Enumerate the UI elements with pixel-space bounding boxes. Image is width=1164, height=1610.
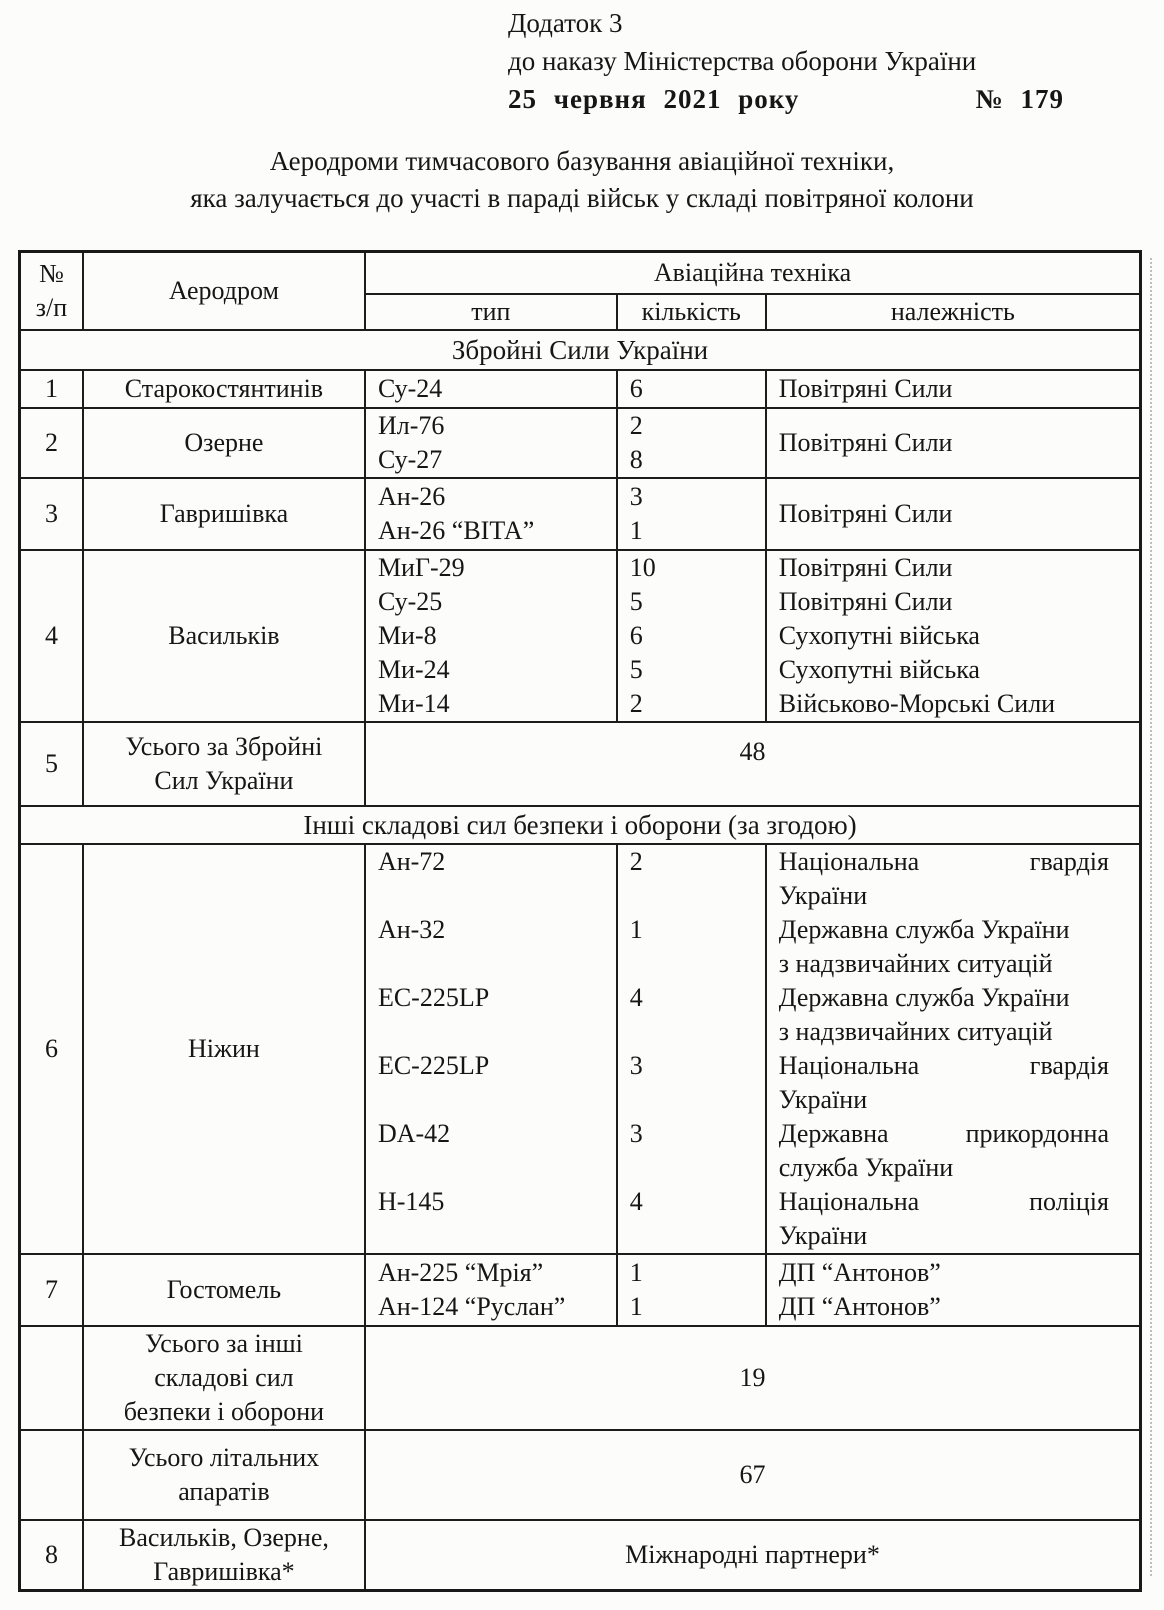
- cell-line: 6: [629, 620, 643, 650]
- cell-line: Повітряні Сили: [778, 498, 953, 528]
- cell-line: 8: [44, 1539, 58, 1569]
- cell-line: [618, 947, 765, 981]
- cell-line: Державна служба України: [778, 982, 1070, 1012]
- total-label: [83, 1326, 365, 1430]
- cell-line: [618, 879, 765, 913]
- cell-line: належність: [890, 296, 1015, 326]
- cell-line: Сухопутні війська: [778, 654, 980, 684]
- table-row: [20, 844, 1141, 1254]
- cell-line: МиГ-29: [377, 552, 465, 582]
- cell-line: Усього за інші: [144, 1328, 303, 1358]
- cell-word: поліція: [1029, 1186, 1109, 1216]
- cell-line: Ил-76: [377, 410, 445, 440]
- cell-line: [618, 1219, 765, 1253]
- cell-line: Васильків: [168, 620, 280, 650]
- cell-line: 5: [629, 654, 643, 684]
- cell-line: України: [778, 1084, 868, 1114]
- cell-line: EC-225LP: [377, 1050, 490, 1080]
- cell-line: 1: [629, 914, 643, 944]
- row-number: [20, 1430, 83, 1520]
- header-quantity: [617, 294, 766, 330]
- table-row: [20, 1254, 1141, 1326]
- row-number: [20, 1254, 83, 1326]
- cell-line: [618, 1015, 765, 1049]
- cell-line: 1: [44, 373, 58, 403]
- cell-line: 5: [44, 748, 58, 778]
- header-num: [20, 252, 83, 330]
- cell-line: 3: [44, 498, 58, 528]
- order-number: № 179: [975, 84, 1064, 114]
- cell-line: 2: [629, 846, 643, 876]
- cell-line: №: [39, 258, 64, 288]
- title-line-2: яка залучається до участі в параді військ у складі повітряної колони: [190, 183, 974, 213]
- cell-line: служба України: [778, 1152, 954, 1182]
- cell-line: 6: [44, 1033, 58, 1063]
- order-reference: до наказу Міністерства оборони України: [508, 46, 977, 76]
- cell-line: Сухопутні війська: [778, 620, 980, 650]
- cell-line: 1: [629, 1291, 643, 1321]
- cell-line: [618, 1083, 765, 1117]
- cell-line: ДП “Антонов”: [778, 1257, 941, 1287]
- scan-artifact-line: [1150, 258, 1152, 1576]
- cell-line: складові сил: [154, 1362, 294, 1392]
- table-row: [20, 550, 1141, 722]
- cell-word: прикордонна: [965, 1118, 1109, 1148]
- aircraft-type: [365, 844, 617, 1254]
- cell-line: [767, 845, 1139, 879]
- row-number: [20, 478, 83, 550]
- section-row: [20, 806, 1141, 844]
- table-row: [20, 370, 1141, 408]
- cell-line: України: [778, 1220, 868, 1250]
- cell-line: Ан-32: [377, 914, 446, 944]
- affiliation: [766, 408, 1141, 478]
- cell-word: Національна: [778, 846, 920, 876]
- cell-line: ДП “Антонов”: [778, 1291, 941, 1321]
- cell-line: 2: [629, 410, 643, 440]
- row-number: [20, 550, 83, 722]
- cell-line: [366, 879, 616, 913]
- cell-line: з надзвичайних ситуацій: [778, 1016, 1053, 1046]
- total-value: [365, 722, 1141, 806]
- cell-line: 5: [629, 586, 643, 616]
- aerodrome: [83, 408, 365, 478]
- cell-line: Ми-24: [377, 654, 450, 684]
- aircraft-type: [365, 1254, 617, 1326]
- table-row: [20, 1520, 1141, 1591]
- cell-word: Національна: [778, 1186, 920, 1216]
- row-number: [20, 1520, 83, 1591]
- appendix-header: [508, 4, 1064, 118]
- cell-line: [366, 1219, 616, 1253]
- affiliation: [766, 844, 1141, 1254]
- cell-line: з/п: [35, 292, 68, 322]
- aircraft-quantity: [617, 408, 766, 478]
- cell-line: Повітряні Сили: [778, 427, 953, 457]
- cell-line: [767, 1117, 1139, 1151]
- aircraft-quantity: [617, 550, 766, 722]
- cell-line: Повітряні Сили: [778, 552, 953, 582]
- cell-line: 4: [629, 1186, 643, 1216]
- cell-line: Усього за Збройні: [125, 731, 323, 761]
- aerodrome: [83, 478, 365, 550]
- aircraft-type: [365, 550, 617, 722]
- row-number: [20, 408, 83, 478]
- cell-line: H-145: [377, 1186, 445, 1216]
- cell-line: Озерне: [184, 427, 264, 457]
- cell-line: Старокостянтинів: [124, 373, 324, 403]
- aerodrome: [83, 844, 365, 1254]
- row-number: [20, 370, 83, 408]
- cell-line: 1: [629, 515, 643, 545]
- cell-line: 1: [629, 1257, 643, 1287]
- cell-line: Васильків, Озерне,: [119, 1522, 329, 1552]
- cell-word: Національна: [778, 1050, 920, 1080]
- header-aviation-equipment: [365, 252, 1141, 294]
- cell-line: 67: [739, 1459, 766, 1489]
- order-date-line: [508, 80, 1064, 118]
- cell-line: Ми-14: [377, 688, 450, 718]
- cell-line: 4: [629, 982, 643, 1012]
- cell-line: Ан-225 “Мрія”: [377, 1257, 544, 1287]
- cell-line: тип: [471, 296, 511, 326]
- cell-line: Міжнародні партнери*: [625, 1539, 880, 1569]
- total-label: [83, 722, 365, 806]
- cell-line: [767, 1185, 1139, 1219]
- cell-line: Ніжин: [188, 1033, 260, 1063]
- cell-line: 2: [44, 427, 58, 457]
- partners-label: [365, 1520, 1141, 1591]
- cell-line: апаратів: [178, 1476, 270, 1506]
- cell-line: Гавришівка*: [153, 1556, 295, 1586]
- cell-line: 6: [629, 373, 643, 403]
- aerodromes-table: [18, 250, 1142, 1592]
- section-armed-forces: [20, 330, 1141, 370]
- aerodrome: [83, 550, 365, 722]
- aerodrome: [83, 1254, 365, 1326]
- cell-line: Авіаційна техніка: [653, 257, 852, 287]
- header-type: [365, 294, 617, 330]
- cell-line: Сил України: [154, 765, 294, 795]
- cell-line: Су-25: [377, 586, 443, 616]
- table-row: [20, 408, 1141, 478]
- title-line-1: Аеродроми тимчасового базування авіаційної техніки,: [269, 146, 895, 176]
- cell-line: Гостомель: [166, 1274, 282, 1304]
- cell-line: Ан-124 “Руслан”: [377, 1291, 566, 1321]
- cell-line: Збройні Сили України: [451, 334, 709, 365]
- cell-line: [366, 1015, 616, 1049]
- cell-line: Ан-72: [377, 846, 446, 876]
- aircraft-type: [365, 370, 617, 408]
- row-number: [20, 722, 83, 806]
- cell-line: [366, 1083, 616, 1117]
- aerodrome: [83, 370, 365, 408]
- cell-line: 3: [629, 1118, 643, 1148]
- row-number: [20, 1326, 83, 1430]
- aircraft-quantity: [617, 370, 766, 408]
- cell-word: Державна: [778, 1118, 889, 1148]
- cell-line: [767, 1049, 1139, 1083]
- cell-line: 7: [44, 1274, 58, 1304]
- aircraft-quantity: [617, 478, 766, 550]
- table-row: [20, 478, 1141, 550]
- cell-line: Повітряні Сили: [778, 586, 953, 616]
- cell-line: Ми-8: [377, 620, 437, 650]
- cell-line: 8: [629, 444, 643, 474]
- cell-word: гвардія: [1029, 846, 1109, 876]
- cell-line: 10: [629, 552, 656, 582]
- cell-line: Су-24: [377, 373, 443, 403]
- cell-line: 2: [629, 688, 643, 718]
- header-aerodrome: [83, 252, 365, 330]
- cell-line: з надзвичайних ситуацій: [778, 948, 1053, 978]
- table-row: [20, 722, 1141, 806]
- affiliation: [766, 1254, 1141, 1326]
- affiliation: [766, 550, 1141, 722]
- table-row: [20, 252, 1141, 294]
- cell-word: гвардія: [1029, 1050, 1109, 1080]
- aircraft-type: [365, 478, 617, 550]
- table-row: [20, 1326, 1141, 1430]
- order-date: 25 червня 2021 року: [508, 84, 800, 114]
- cell-line: Військово-Морські Сили: [778, 688, 1056, 718]
- cell-line: Ан-26 “ВІТА”: [377, 515, 535, 545]
- cell-line: 3: [629, 481, 643, 511]
- aircraft-type: [365, 408, 617, 478]
- affiliation: [766, 370, 1141, 408]
- section-other-forces: [20, 806, 1141, 844]
- header-affiliation: [766, 294, 1141, 330]
- cell-line: EC-225LP: [377, 982, 490, 1012]
- document-title: [0, 143, 1164, 217]
- affiliation: [766, 478, 1141, 550]
- total-label: [83, 1430, 365, 1520]
- cell-line: Усього літальних: [128, 1442, 320, 1472]
- cell-line: кількість: [641, 296, 741, 326]
- cell-line: безпеки і оборони: [123, 1396, 325, 1426]
- table-row: [20, 1430, 1141, 1520]
- cell-line: 19: [739, 1362, 766, 1392]
- cell-line: Су-27: [377, 444, 443, 474]
- section-row: [20, 330, 1141, 370]
- cell-line: DA-42: [377, 1118, 451, 1148]
- aircraft-quantity: [617, 844, 766, 1254]
- cell-line: 48: [739, 736, 766, 766]
- row-number: [20, 844, 83, 1254]
- total-value: [365, 1326, 1141, 1430]
- aircraft-quantity: [617, 1254, 766, 1326]
- cell-line: Ан-26: [377, 481, 446, 511]
- cell-line: 4: [44, 620, 58, 650]
- appendix-label: Додаток 3: [508, 8, 623, 38]
- cell-line: Повітряні Сили: [778, 373, 953, 403]
- total-value: [365, 1430, 1141, 1520]
- cell-line: Аеродром: [168, 275, 279, 305]
- cell-line: України: [778, 880, 868, 910]
- cell-line: [366, 1151, 616, 1185]
- cell-line: [618, 1151, 765, 1185]
- cell-line: Інші складові сил безпеки і оборони (за згодою): [303, 809, 857, 840]
- cell-line: Гавришівка: [159, 498, 289, 528]
- cell-line: 3: [629, 1050, 643, 1080]
- aerodrome: [83, 1520, 365, 1591]
- cell-line: Державна служба України: [778, 914, 1070, 944]
- cell-line: [366, 947, 616, 981]
